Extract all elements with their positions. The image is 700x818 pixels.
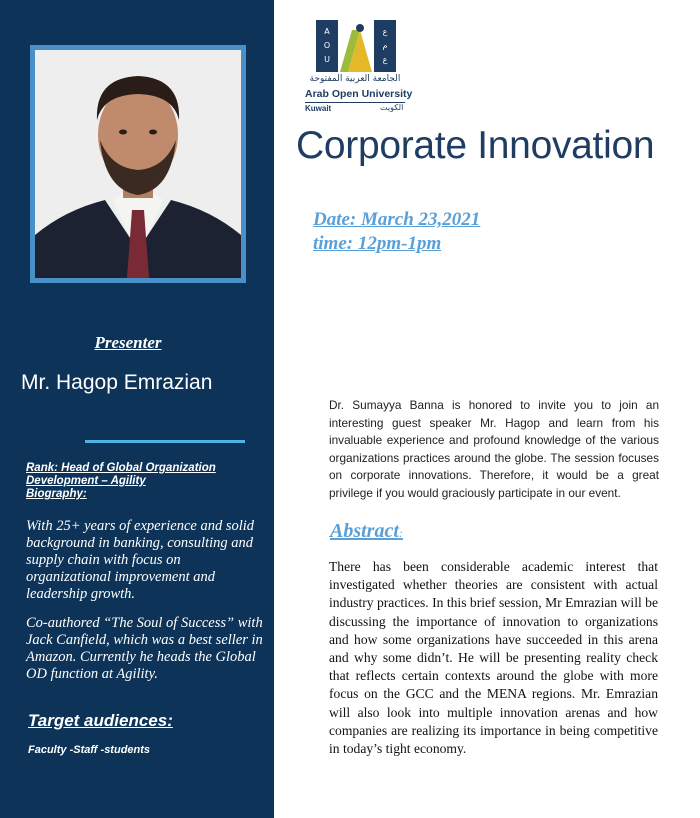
abstract-heading	[330, 520, 403, 543]
abstract-heading-colon: :	[398, 526, 403, 540]
svg-text:U: U	[324, 55, 330, 64]
svg-text:ع: ع	[382, 27, 388, 36]
intro-paragraph: Dr. Sumayya Banna is honored to invite you to join an interesting guest speaker Mr. Hagop and learn from his invaluable experience and profound knowledge of the various organizations practices around the globe. The session focuses on corporate innovations. Therefore, it would be a great privilege if you would graciously participate in our event.	[329, 398, 659, 500]
presenter-photo	[35, 50, 241, 278]
sidebar-divider	[85, 440, 245, 443]
target-audiences-title: Target audiences:	[28, 711, 173, 730]
presenter-portrait-illustration	[35, 50, 241, 278]
svg-text:ع: ع	[382, 55, 388, 64]
university-name-arabic: الجامعة العربية المفتوحة	[309, 74, 401, 84]
presenter-rank: Rank: Head of Global Organization Development – Agility	[26, 462, 216, 487]
svg-text:A: A	[324, 27, 330, 36]
presenter-photo-frame	[30, 45, 246, 283]
branch-name-english: Kuwait	[305, 104, 332, 113]
event-time: time: 12pm-1pm	[313, 233, 442, 254]
presenter-name: Mr. Hagop Emrazian	[21, 371, 213, 394]
abstract-body: There has been considerable academic interest that investigated whether theories are consistent with actual industry practices. In this brief session, Mr Emrazian will be discussing the importance of innovation to organizations and how some organizations have succeeded in this arena and why some didn’t. He will be presenting reality check that reflects certain contexts around the globe with more focus on the GCC and the MENA regions. Mr. Emrazian will also look into multiple innovation arenas and how companies are realizing its importance in being competitive in today’s tight economy.	[329, 559, 658, 757]
event-date: Date: March 23,2021	[313, 209, 481, 230]
branch-name-arabic: الكويت	[380, 103, 404, 112]
university-name-english: Arab Open University	[305, 88, 405, 103]
page-title: Corporate Innovation	[296, 124, 655, 167]
svg-text:O: O	[323, 41, 331, 50]
abstract-heading-text: Abstract	[330, 520, 399, 542]
target-audience-list: Faculty -Staff -students	[28, 744, 151, 756]
biography-label: Biography:	[26, 488, 87, 500]
bio-paragraph-2: Co-authored “The Soul of Success” with Jack Canfield, which was a best seller in Amazon. Currently he heads the Global OD function at Agility.	[26, 615, 263, 682]
svg-text:م: م	[382, 41, 388, 50]
presenter-rank-block	[26, 462, 266, 501]
sidebar	[0, 0, 274, 818]
bio-paragraph-1: With 25+ years of experience and solid background in banking, consulting and supply chain with focus on organizational improvement and leadership growth.	[26, 518, 255, 602]
presenter-label: Presenter	[94, 333, 162, 352]
